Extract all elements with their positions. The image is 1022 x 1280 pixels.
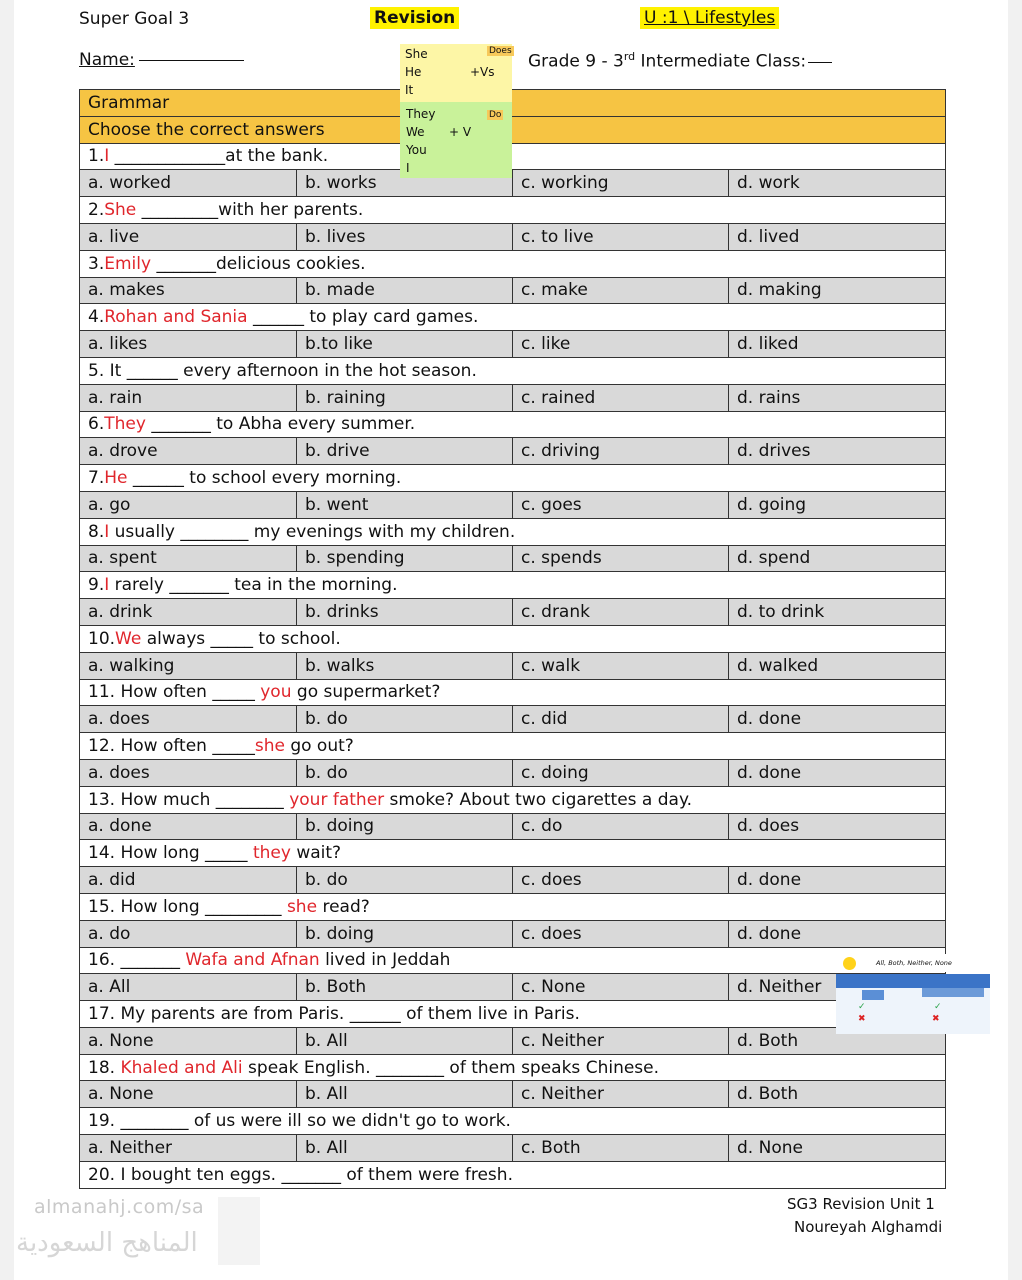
check-icon: ✓	[934, 1002, 942, 1012]
answer-option[interactable]: b. do	[297, 706, 513, 733]
question-num: 11.	[88, 682, 116, 703]
instruction-row	[80, 116, 946, 143]
question-num: 19.	[88, 1111, 116, 1132]
answer-option[interactable]: d. making	[729, 277, 946, 304]
answer-option[interactable]: b. do	[297, 867, 513, 894]
question-num: 3.	[88, 253, 105, 274]
answer-option[interactable]: d. lived	[729, 223, 946, 250]
question-post: speak English. ________ of them speaks Chinese.	[242, 1057, 660, 1078]
answer-option[interactable]: a. live	[80, 223, 297, 250]
answer-option[interactable]: a. go	[80, 491, 297, 518]
options-row	[80, 920, 946, 947]
answer-option[interactable]: c. doing	[513, 759, 729, 786]
question-row	[80, 465, 946, 492]
question-post: rarely _______ tea in the morning.	[109, 575, 398, 596]
sticky-we: We	[406, 125, 425, 139]
page-margin-left	[0, 0, 14, 1280]
sticky-he: He	[405, 65, 422, 79]
answer-option[interactable]: b. lives	[297, 223, 513, 250]
question-num: 12.	[88, 736, 116, 757]
options-row	[80, 277, 946, 304]
options-row	[80, 491, 946, 518]
question-subject: He	[104, 468, 128, 489]
watermark-arabic: المناهج السعودية	[16, 1228, 198, 1258]
sticky-note	[400, 44, 512, 178]
answer-option[interactable]: c. drank	[513, 599, 729, 626]
answer-option[interactable]: a. walking	[80, 652, 297, 679]
answer-option[interactable]: b. went	[297, 491, 513, 518]
answer-option[interactable]: c. spends	[513, 545, 729, 572]
question-num: 14.	[88, 843, 116, 864]
slide-title: All, Both, Neither, None	[876, 959, 952, 967]
question-pre: It ______ every afternoon in the hot season.	[104, 360, 477, 381]
question-text	[80, 1054, 946, 1081]
slide-header-row	[836, 974, 990, 988]
question-text	[80, 250, 946, 277]
question-text	[80, 679, 946, 706]
question-text	[80, 143, 946, 170]
question-num: 1.	[88, 146, 105, 167]
answer-option[interactable]: d. spend	[729, 545, 946, 572]
question-pre: ________ of us were ill so we didn't go to work.	[115, 1111, 511, 1132]
answer-option[interactable]: d. work	[729, 170, 946, 197]
slide-image	[862, 990, 884, 1000]
answer-option[interactable]: d. None	[729, 1135, 946, 1162]
watermark-site: almanahj.com/sa	[34, 1196, 205, 1218]
question-pre: How long _____	[115, 843, 253, 864]
question-row	[80, 786, 946, 813]
question-num: 5.	[88, 360, 105, 381]
answer-option[interactable]: d. done	[729, 706, 946, 733]
question-num: 10.	[88, 628, 116, 649]
question-post: _______ to Abha every summer.	[145, 414, 416, 435]
answer-option[interactable]: a. likes	[80, 331, 297, 358]
answer-option[interactable]: b. drinks	[297, 599, 513, 626]
question-num: 4.	[88, 307, 105, 328]
answer-option[interactable]: d. done	[729, 867, 946, 894]
question-post: _________with her parents.	[136, 200, 364, 221]
options-row	[80, 331, 946, 358]
answer-option[interactable]: c. Neither	[513, 1027, 729, 1054]
question-text	[80, 893, 946, 920]
question-num: 7.	[88, 468, 105, 489]
question-subject: Wafa and Afnan	[185, 950, 320, 971]
answer-option[interactable]: c. do	[513, 813, 729, 840]
sticky-she: She	[405, 47, 428, 61]
question-num: 2.	[88, 200, 105, 221]
answer-option[interactable]: b. walks	[297, 652, 513, 679]
name-field	[79, 50, 244, 70]
check-icon: ✓	[858, 1002, 866, 1012]
slide-body	[836, 974, 990, 1034]
grammar-quiz-table	[79, 89, 946, 1189]
grade-class-line	[528, 50, 832, 72]
options-row	[80, 652, 946, 679]
options-row	[80, 813, 946, 840]
options-row	[80, 545, 946, 572]
sticky-do: Do	[489, 110, 502, 120]
options-row	[80, 1081, 946, 1108]
answer-option[interactable]: b. spending	[297, 545, 513, 572]
answer-option[interactable]: c. Both	[513, 1135, 729, 1162]
question-subject: she	[254, 736, 285, 757]
section-instruction: Choose the correct answers	[80, 116, 946, 143]
answer-option[interactable]: d. Neither	[729, 974, 946, 1001]
question-num: 15.	[88, 896, 116, 917]
answer-option[interactable]: b. doing	[297, 920, 513, 947]
answer-option[interactable]: d. liked	[729, 331, 946, 358]
question-text	[80, 518, 946, 545]
question-subject: I	[104, 575, 110, 596]
question-num: 6.	[88, 414, 105, 435]
grade-prefix: Grade 9 - 3	[528, 51, 624, 72]
answer-option[interactable]: a. None	[80, 1081, 297, 1108]
question-post: smoke? About two cigarettes a day.	[384, 789, 692, 810]
options-row	[80, 384, 946, 411]
answer-option[interactable]: c. like	[513, 331, 729, 358]
question-subject: Rohan and Sania	[104, 307, 248, 328]
answer-option[interactable]: b. do	[297, 759, 513, 786]
options-row	[80, 974, 946, 1001]
revision-label: Revision	[370, 7, 459, 29]
answer-option[interactable]: c. goes	[513, 491, 729, 518]
question-row	[80, 411, 946, 438]
sticky-i: I	[406, 161, 410, 175]
answer-option[interactable]: d. to drink	[729, 599, 946, 626]
page-margin-right	[1008, 0, 1022, 1280]
question-text	[80, 786, 946, 813]
watermark-logo	[218, 1197, 260, 1265]
question-text	[80, 1108, 946, 1135]
answer-option[interactable]: d. Both	[729, 1081, 946, 1108]
question-post: wait?	[290, 843, 342, 864]
answer-option[interactable]: a. drove	[80, 438, 297, 465]
answer-option[interactable]: a. rain	[80, 384, 297, 411]
question-num: 9.	[88, 575, 105, 596]
question-text	[80, 947, 946, 974]
question-pre: _______	[115, 950, 186, 971]
question-subject: your father	[289, 789, 385, 810]
question-subject: Khaled and Ali	[120, 1057, 243, 1078]
question-subject: We	[115, 628, 142, 649]
answer-option[interactable]: d. done	[729, 759, 946, 786]
slide-thumbnail	[836, 954, 994, 1034]
question-num: 16.	[88, 950, 116, 971]
name-blank	[139, 60, 244, 61]
cross-icon: ✖	[858, 1014, 866, 1024]
question-text	[80, 411, 946, 438]
question-text	[80, 197, 946, 224]
answer-option[interactable]: a. All	[80, 974, 297, 1001]
answer-option[interactable]: c. make	[513, 277, 729, 304]
answer-option[interactable]: c. to live	[513, 223, 729, 250]
question-row	[80, 679, 946, 706]
answer-option[interactable]: b. raining	[297, 384, 513, 411]
question-pre: How much ________	[115, 789, 290, 810]
question-row	[80, 733, 946, 760]
question-pre: My parents are from Paris. ______ of them live in Paris.	[115, 1003, 580, 1024]
answer-option[interactable]: d. going	[729, 491, 946, 518]
answer-option[interactable]: c. Neither	[513, 1081, 729, 1108]
sticky-v: + V	[449, 125, 472, 139]
question-pre: How long _________	[115, 896, 287, 917]
unit-label: U :1 \ Lifestyles	[640, 7, 779, 29]
sticky-you: You	[406, 143, 427, 157]
options-row	[80, 1027, 946, 1054]
question-subject: I	[104, 146, 110, 167]
options-row	[80, 1135, 946, 1162]
question-subject: she	[286, 896, 318, 917]
course-title: Super Goal 3	[79, 9, 190, 29]
question-num: 18.	[88, 1057, 116, 1078]
question-pre: How often _____	[115, 682, 261, 703]
question-pre: How often _____	[115, 736, 255, 757]
question-subject: Emily	[104, 253, 152, 274]
options-row	[80, 170, 946, 197]
answer-option[interactable]: c. does	[513, 867, 729, 894]
answer-option[interactable]: a. None	[80, 1027, 297, 1054]
question-pre: I bought ten eggs. _______ of them were fresh.	[115, 1164, 513, 1185]
question-num: 20.	[88, 1164, 116, 1185]
answer-option[interactable]: c. rained	[513, 384, 729, 411]
answer-option[interactable]: b. works	[297, 170, 513, 197]
section-title: Grammar	[80, 90, 946, 117]
answer-option[interactable]: a. worked	[80, 170, 297, 197]
sticky-vs: +Vs	[470, 65, 495, 79]
options-row	[80, 706, 946, 733]
question-subject: they	[252, 843, 291, 864]
answer-option[interactable]: d. drives	[729, 438, 946, 465]
question-post: ______ to school every morning.	[127, 468, 402, 489]
question-text	[80, 572, 946, 599]
question-row	[80, 625, 946, 652]
answer-option[interactable]: b. made	[297, 277, 513, 304]
grade-suffix: Intermediate Class:	[635, 51, 807, 72]
question-text	[80, 625, 946, 652]
sticky-they: They	[406, 107, 436, 121]
question-subject: They	[104, 414, 146, 435]
question-text	[80, 1161, 946, 1188]
answer-option[interactable]: b. All	[297, 1135, 513, 1162]
answer-option[interactable]: d. does	[729, 813, 946, 840]
slide-image-strip	[922, 988, 984, 997]
question-row	[80, 304, 946, 331]
footer-unit: SG3 Revision Unit 1	[787, 1195, 935, 1213]
answer-option[interactable]: c. None	[513, 974, 729, 1001]
slide-title-bar	[836, 954, 994, 972]
answer-option[interactable]: c. working	[513, 170, 729, 197]
cross-icon: ✖	[932, 1014, 940, 1024]
answer-option[interactable]: b. All	[297, 1027, 513, 1054]
question-row	[80, 947, 946, 974]
answer-option[interactable]: d. done	[729, 920, 946, 947]
sticky-does: Does	[489, 46, 512, 56]
answer-option[interactable]: a. do	[80, 920, 297, 947]
question-post: _____________at the bank.	[109, 146, 329, 167]
section-title-row	[80, 90, 946, 117]
answer-option[interactable]: b.to like	[297, 331, 513, 358]
answer-option[interactable]: d. rains	[729, 384, 946, 411]
question-row	[80, 357, 946, 384]
options-row	[80, 599, 946, 626]
name-label: Name:	[79, 50, 135, 70]
question-row	[80, 893, 946, 920]
answer-option[interactable]: a. did	[80, 867, 297, 894]
question-row	[80, 572, 946, 599]
question-row	[80, 197, 946, 224]
question-row	[80, 840, 946, 867]
answer-option[interactable]: a. does	[80, 759, 297, 786]
answer-option[interactable]: c. driving	[513, 438, 729, 465]
question-text	[80, 465, 946, 492]
question-text	[80, 357, 946, 384]
question-num: 13.	[88, 789, 116, 810]
answer-option[interactable]: b. doing	[297, 813, 513, 840]
answer-option[interactable]: a. makes	[80, 277, 297, 304]
answer-option[interactable]: a. Neither	[80, 1135, 297, 1162]
question-post: always _____ to school.	[141, 628, 341, 649]
question-row	[80, 1054, 946, 1081]
answer-option[interactable]: d. Both	[729, 1027, 946, 1054]
question-post: go supermarket?	[291, 682, 441, 703]
question-text	[80, 733, 946, 760]
question-row	[80, 1001, 946, 1028]
sun-icon	[843, 957, 856, 970]
question-row	[80, 1108, 946, 1135]
question-row	[80, 250, 946, 277]
question-text	[80, 304, 946, 331]
question-post: ______ to play card games.	[247, 307, 479, 328]
answer-option[interactable]: a. drink	[80, 599, 297, 626]
question-post: usually ________ my evenings with my children.	[109, 521, 516, 542]
options-row	[80, 438, 946, 465]
answer-option[interactable]: a. does	[80, 706, 297, 733]
answer-option[interactable]: c. does	[513, 920, 729, 947]
options-row	[80, 867, 946, 894]
answer-option[interactable]: a. done	[80, 813, 297, 840]
answer-option[interactable]: a. spent	[80, 545, 297, 572]
question-num: 17.	[88, 1003, 116, 1024]
question-post: go out?	[284, 736, 354, 757]
question-post: lived in Jeddah	[319, 950, 451, 971]
answer-option[interactable]: b. Both	[297, 974, 513, 1001]
question-subject: you	[260, 682, 292, 703]
question-row	[80, 518, 946, 545]
question-post: _______delicious cookies.	[151, 253, 366, 274]
grade-sup: rd	[623, 50, 636, 63]
question-post: read?	[317, 896, 370, 917]
footer-author: Noureyah Alghamdi	[794, 1218, 943, 1236]
answer-option[interactable]: c. did	[513, 706, 729, 733]
options-row	[80, 759, 946, 786]
question-row	[80, 143, 946, 170]
question-subject: She	[104, 200, 137, 221]
class-blank	[808, 62, 832, 63]
question-text	[80, 840, 946, 867]
sticky-it: It	[405, 83, 414, 97]
answer-option[interactable]: d. walked	[729, 652, 946, 679]
question-text	[80, 1001, 946, 1028]
options-row	[80, 223, 946, 250]
question-row	[80, 1161, 946, 1188]
question-num: 8.	[88, 521, 105, 542]
question-subject: I	[104, 521, 110, 542]
answer-option[interactable]: c. walk	[513, 652, 729, 679]
answer-option[interactable]: b. drive	[297, 438, 513, 465]
answer-option[interactable]: b. All	[297, 1081, 513, 1108]
